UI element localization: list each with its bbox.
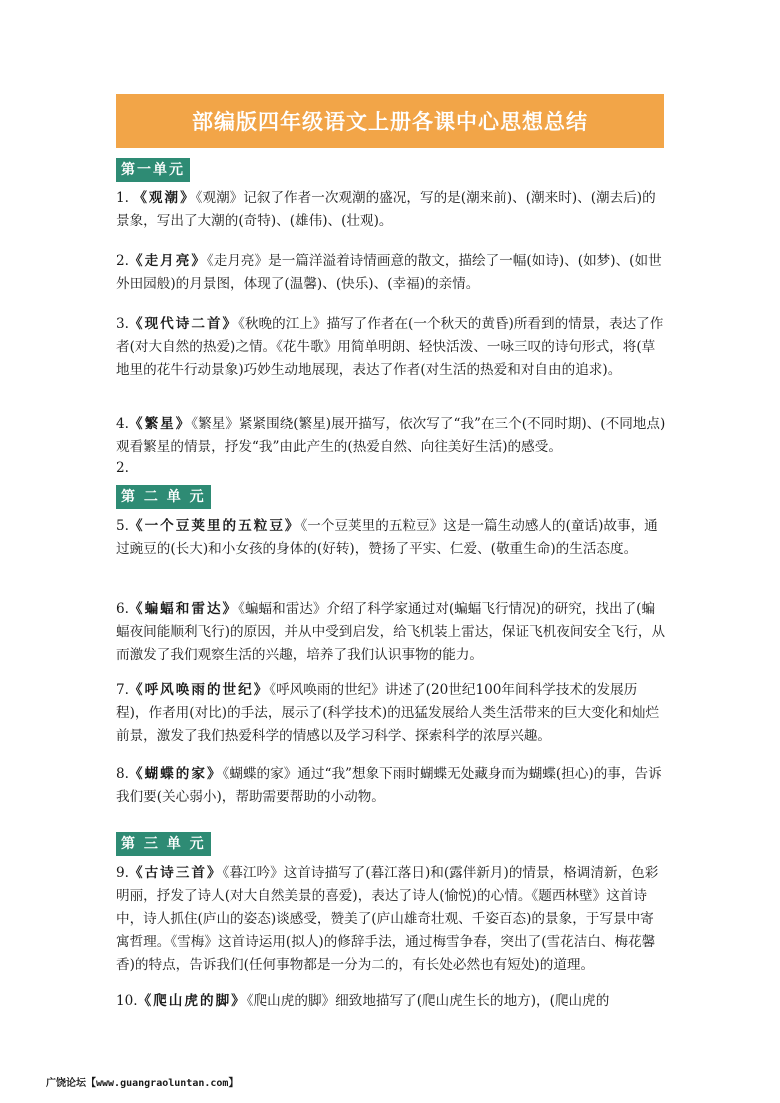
lesson-title: 《一个豆荚里的五粒豆》 — [128, 518, 301, 534]
unit-heading-3: 第 三 单 元 — [116, 832, 211, 856]
lesson-number: 4. — [116, 416, 129, 432]
lesson-title: 《走月亮》 — [128, 253, 207, 269]
lesson-number: 9. — [116, 865, 129, 881]
lesson-item-9 — [116, 862, 666, 977]
lesson-summary: 《蝴蝶的家》通过“我”想象下雨时蝴蝶无处藏身而为蝴蝶(担心)的事，告诉我们要(关心弱小)，帮助需要帮助的小动物。 — [116, 766, 662, 805]
lesson-item-10 — [116, 990, 666, 1013]
lesson-item-2 — [116, 250, 666, 296]
lesson-summary: 《一个豆荚里的五粒豆》这是一篇生动感人的(童话)故事，通过豌豆的(长大)和小女孩的身体的(好转)，赞扬了平实、仁爱、(敬重生命)的生活态度。 — [116, 518, 658, 557]
lesson-title: 《现代诗二首》 — [128, 316, 239, 332]
page-title: 部编版四年级语文上册各课中心思想总结 — [116, 94, 664, 148]
lesson-number: 10. — [116, 993, 138, 1009]
lesson-summary: 《观潮》记叙了作者一次观潮的盛况，写的是(潮来前)、(潮来时)、(潮去后)的景象，写出了大潮的(奇特)、(雄伟)、(壮观)。 — [116, 190, 656, 229]
lesson-number: 5. — [116, 518, 129, 534]
lesson-summary: 《呼风唤雨的世纪》讲述了(20世纪100年间科学技术的发展历程)，作者用(对比)的手法，展示了(科学技术)的迅猛发展给人类生活带来的巨大变化和灿烂前景，激发了我们热爱科学的情感以及学习科学、探索科学的浓厚兴趣。 — [116, 682, 660, 744]
lesson-title: 《爬山虎的脚》 — [137, 993, 247, 1009]
unit-heading-2: 第 二 单 元 — [116, 485, 211, 509]
lesson-title: 《观潮》 — [133, 190, 196, 206]
lesson-item-1 — [116, 187, 666, 233]
lesson-number: 8. — [116, 766, 129, 782]
lesson-summary: 《走月亮》是一篇洋溢着诗情画意的散文，描绘了一幅(如诗)、(如梦)、(如世外田园般)的月景图，体现了(温馨)、(快乐)、(幸福)的亲情。 — [116, 253, 662, 292]
lesson-summary: 《繁星》紧紧围绕(繁星)展开描写，依次写了“我”在三个(不同时期)、(不同地点)观看繁星的情景，抒发“我”由此产生的(热爱自然、向往美好生活)的感受。 — [116, 416, 666, 455]
stray-number: 2. — [116, 460, 129, 476]
lesson-item-4 — [116, 413, 666, 459]
lesson-summary: 《爬山虎的脚》细致地描写了(爬山虎生长的地方)，(爬山虎的 — [246, 993, 610, 1009]
lesson-title: 《蝴蝶的家》 — [128, 766, 223, 782]
footer-source: 广饶论坛【www.guangraoluntan.com】 — [46, 1078, 239, 1089]
lesson-number: 7. — [116, 682, 129, 698]
lesson-summary: 《秋晚的江上》描写了作者在(一个秋天的黄昏)所看到的情景，表达了作者(对大自然的热爱)之情。《花牛歌》用简单明朗、轻快活泼、一咏三叹的诗句形式，将(草地里的花牛行动景象)巧妙生动地展现，表达了作者(对生活的热爱和对自由的追求)。 — [116, 316, 664, 378]
lesson-title: 《蝙蝠和雷达》 — [128, 601, 239, 617]
lesson-number: 2. — [116, 253, 129, 269]
lesson-title: 《古诗三首》 — [128, 865, 223, 881]
lesson-number: 6. — [116, 601, 129, 617]
lesson-item-7 — [116, 679, 666, 748]
lesson-item-3 — [116, 313, 666, 382]
lesson-title: 《呼风唤雨的世纪》 — [128, 682, 270, 698]
lesson-number: 1. — [116, 190, 129, 206]
lesson-item-6 — [116, 598, 666, 667]
lesson-item-8 — [116, 763, 666, 809]
lesson-number: 3. — [116, 316, 129, 332]
lesson-item-5 — [116, 515, 666, 561]
lesson-summary: 《暮江吟》这首诗描写了(暮江落日)和(露伴新月)的情景，格调清新，色彩明丽，抒发了诗人(对大自然美景的喜爱)，表达了诗人(愉悦)的心情。《题西林壁》这首诗中，诗人抓住(庐山的姿态)谈感受，赞美了(庐山雄奇壮观、千姿百态)的景象，于写景中寄寓哲理。《雪梅》这首诗运用(拟人)的修辞手法，通过梅雪争春，突出了(雪花洁白、梅花馨香)的特点，告诉我们(任何事物都是一分为二的，有长处必然也有短处)的道理。 — [116, 865, 659, 973]
lesson-title: 《繁星》 — [128, 416, 192, 432]
unit-heading-1: 第一单元 — [116, 158, 190, 182]
lesson-summary: 《蝙蝠和雷达》介绍了科学家通过对(蝙蝠飞行情况)的研究，找出了(蝙蝠夜间能顺利飞行)的原因，并从中受到启发，给飞机装上雷达，保证飞机夜间安全飞行，从而激发了我们观察生活的兴趣，培养了我们认识事物的能力。 — [116, 601, 666, 663]
